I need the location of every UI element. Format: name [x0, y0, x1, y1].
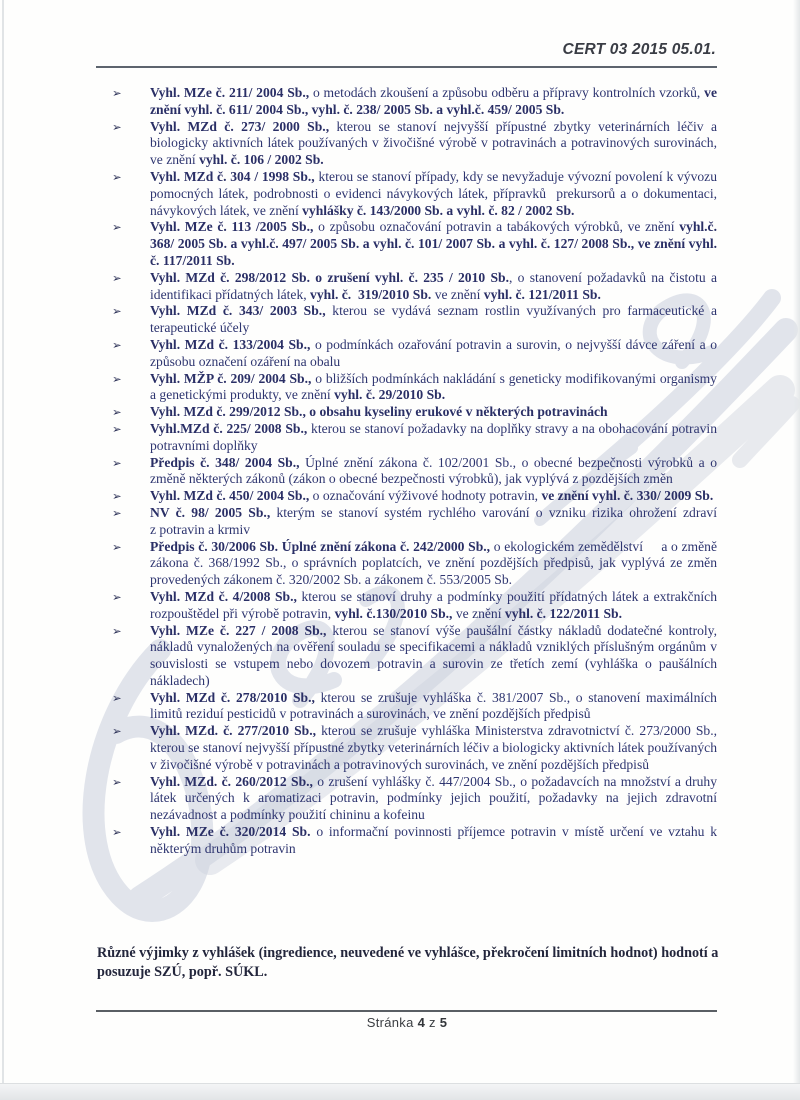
list-item-text: [150, 85, 717, 117]
list-item-text: [150, 404, 608, 419]
text-regular: o bližších podmínkách nakládání s geneticky modifikovanými organismy a genetickými produkty, ve znění: [150, 370, 717, 403]
text-bold: Vyhl. MZd č. 273/ 2000 Sb.,: [150, 118, 337, 134]
text-regular: kterou se stanoví požadavky na doplňky stravy a na obohacování potravin potravními doplňky: [150, 420, 717, 453]
list-item-text: [150, 270, 717, 302]
arrow-bullet-icon: ➢: [112, 407, 122, 420]
list-item-text: [150, 119, 717, 168]
text-bold: Vyhl. MZd č. 450/ 2004 Sb.,: [150, 488, 313, 504]
text-bold: vyhl. č. 122/2011 Sb.: [504, 605, 623, 621]
list-item-text: [150, 539, 717, 588]
text-bold: Vyhl. MZd č. 304 / 1998 Sb.,: [150, 168, 319, 184]
text-bold: Vyhl. MZd č. 298/2012 Sb. o zrušení vyhl. č. 235 / 2010 Sb.: [150, 269, 509, 285]
text-bold: vyhl. č. 106 / 2002 Sb.: [199, 152, 324, 168]
text-regular: , o stanovení požadavků na čistotu a identifikaci přídatných látek,: [150, 269, 717, 302]
list-item: [97, 455, 717, 489]
text-bold: vyhlášky č. 143/2000 Sb. a vyhl. č. 82 / 2002 Sb.: [302, 202, 575, 218]
list-item: [97, 371, 717, 405]
arrow-bullet-icon: ➢: [112, 306, 122, 319]
arrow-bullet-icon: ➢: [112, 373, 122, 386]
arrow-bullet-icon: ➢: [112, 171, 122, 184]
list-item: [97, 774, 717, 824]
arrow-bullet-icon: ➢: [112, 726, 122, 739]
text-bold: Vyhl. MZd č. 278/2010 Sb.,: [150, 689, 321, 705]
text-regular: Stránka: [366, 1015, 418, 1030]
text-bold: vyhl. č. 121/2011 Sb.: [483, 286, 601, 302]
text-regular: kterou se stanoví výše paušální částky nákladů dodatečné kontroly, nákladů vynaložených na ověření souladu se specifikacemi a nákladů vzniklých příslušným orgánům v souvislosti se vstupem nebo dovozem potravin a surovin ze třetích zemí (vyhláška o paušálních nákladech): [150, 622, 717, 688]
arrow-bullet-icon: ➢: [112, 591, 122, 604]
arrow-bullet-icon: ➢: [112, 88, 122, 100]
text-regular: o informační povinnosti příjemce potravin v místě určení ve vztahu k některým druhům potravin: [150, 824, 717, 856]
arrow-bullet-icon: ➢: [112, 692, 122, 705]
text-regular: o označování výživové hodnoty potravin,: [312, 488, 542, 504]
list-item-text: [150, 455, 717, 487]
list-item-text: [150, 824, 717, 856]
text-bold: vyhl. č.130/2010 Sb.,: [334, 605, 456, 621]
arrow-bullet-icon: ➢: [112, 222, 122, 235]
arrow-bullet-icon: ➢: [112, 507, 122, 520]
text-bold: Vyhl. MZd č. 299/2012 Sb., o obsahu kyseliny erukové v některých potravinách: [150, 404, 608, 420]
scan-edge-bottom: [0, 1083, 800, 1100]
text-bold: Předpis č. 30/2006 Sb. Úplné znění zákona č. 242/2000 Sb.,: [150, 538, 494, 554]
text-bold: vyhl. č. 29/2010 Sb.: [334, 387, 446, 403]
arrow-bullet-icon: ➢: [112, 625, 122, 638]
list-item-text: [150, 774, 717, 823]
text-regular: o způsobu označování potravin a tabákových výrobků, ve znění: [318, 219, 680, 235]
text-bold: Vyhl. MZd č. 133/2004 Sb.,: [150, 336, 315, 352]
arrow-bullet-icon: ➢: [112, 339, 122, 352]
list-item-text: [150, 371, 717, 403]
list-item: [97, 169, 717, 219]
text-bold: Vyhl. MZe č. 113 /2005 Sb.,: [150, 219, 319, 235]
list-item-text: [150, 337, 717, 369]
text-bold: Vyhl. MZd č. 4/2008 Sb.,: [150, 588, 302, 604]
text-regular: kterou se stanoví druhy a podmínky použití přídatných látek a extrakčních rozpouštědel při výrobě potravin,: [150, 588, 717, 621]
scan-edge-left: [2, 0, 4, 1100]
page-number: [97, 1015, 717, 1030]
arrow-bullet-icon: ➢: [112, 827, 122, 840]
list-item: [97, 303, 717, 337]
text-regular: kterou se zrušuje vyhláška Ministerstva zdravotnictví č. 273/2000 Sb., kterou se stanoví nejvyšší přípustné zbytky veterinárních léčiv a biologicky aktivních látek používaných v živočišné výrobě v potravinách a potravinových surovinách, ve znění pozdějších předpisů: [150, 723, 718, 772]
text-regular: ve znění: [434, 286, 484, 302]
arrow-bullet-icon: ➢: [112, 121, 122, 134]
list-item: [97, 690, 717, 724]
list-item: [97, 85, 717, 119]
text-regular: o podmínkách ozařování potravin a surovin, o nejvyšší dávce záření a o způsobu označení ozáření na obalu: [150, 336, 717, 369]
text-bold: Vyhl. MZe č. 320/2014 Sb.: [150, 824, 317, 840]
list-item: [97, 337, 717, 371]
list-item-text: [150, 690, 717, 722]
text-regular: Úplné znění zákona č. 102/2001 Sb., o obecné bezpečnosti výrobků a o změně některých zákonů (zákon o obecné bezpečnosti výrobků), jak vyplývá z pozdějších změn: [150, 454, 717, 487]
text-bold: Vyhl. MZe č. 211/ 2004 Sb.,: [150, 85, 313, 100]
text-bold: vyhl. č. 319/2010 Sb.: [310, 286, 435, 302]
text-regular: kterou se zrušuje vyhláška č. 381/2007 Sb., o stanovení maximálních limitů reziduí pesticidů v potravinách a surovinách, ve znění pozdějších předpisů: [150, 689, 717, 722]
list-item: [97, 404, 717, 421]
text-bold: Vyhl. MZd. č. 260/2012 Sb.,: [150, 773, 318, 789]
list-item-text: [150, 219, 717, 268]
list-item: [97, 824, 717, 858]
list-item-text: [150, 303, 717, 335]
list-item: [97, 421, 717, 455]
text-bold: Vyhl. MZd. č. 277/2010 Sb.,: [150, 723, 322, 739]
document-code: CERT 03 2015 05.01.: [562, 41, 716, 58]
list-item: [97, 723, 717, 773]
text-bold: ve znění vyhl. č. 330/ 2009 Sb.: [541, 488, 714, 504]
list-item: [97, 270, 717, 304]
list-item-text: [150, 169, 717, 218]
list-item: [97, 488, 717, 505]
list-item: [97, 505, 717, 539]
text-bold: Předpis č. 348/ 2004 Sb.,: [150, 454, 306, 470]
arrow-bullet-icon: ➢: [112, 423, 122, 436]
text-bold: 5: [439, 1015, 448, 1030]
list-item-text: [150, 589, 717, 621]
list-item-text: [150, 623, 717, 688]
text-regular: o ekologickém zemědělství a o změně zákona č. 368/1992 Sb., o správních poplatcích, ve znění pozdějších předpisů, jak vyplývá ze změn provedených zákonem č. 320/2002 Sb. a zákonem č. 553/2005 Sb.: [150, 538, 717, 588]
arrow-bullet-icon: ➢: [112, 776, 122, 789]
text-regular: kterým se stanoví systém rychlého varování o vzniku rizika ohrožení zdraví z potravin a krmiv: [150, 504, 717, 537]
text-regular: kterou se vydává seznam rostlin využívaných pro farmaceutické a terapeutické účely: [150, 303, 717, 336]
regulation-list: [97, 85, 717, 858]
text-regular: o zrušení vyhlášky č. 447/2004 Sb., o požadavcích na množství a druhy látek určených k aromatizaci potravin, podmínky jejich použití, požadavky na jejich zdravotní nezávadnost a podmínky použití chininu a kofeinu: [150, 773, 718, 823]
text-regular: kterou se stanoví nejvyšší přípustné zbytky veterinárních léčiv a biologicky aktivních látek používaných v živočišné výrobě v potravinách a potravinových surovinách, ve znění: [150, 118, 717, 168]
scan-edge-right: [793, 0, 800, 1100]
closing-note: Různé výjimky z vyhlášek (ingredience, neuvedené ve vyhlášce, překročení limitních hodnot) hodnotí a posuzuje SZÚ, popř. SÚKL.: [97, 945, 719, 980]
list-item: [97, 589, 717, 623]
header-rule: [96, 66, 717, 68]
text-bold: 4: [417, 1015, 426, 1030]
text-bold: Vyhl. MŽP č. 209/ 2004 Sb.,: [150, 370, 316, 386]
list-item-text: [150, 421, 717, 453]
text-bold: Vyhl.MZd č. 225/ 2008 Sb.,: [150, 420, 312, 436]
text-bold: vyhl.č. 368/ 2005 Sb. a vyhl.č. 497/ 2005 Sb. a vyhl. č. 101/ 2007 Sb. a vyhl. č. 127/ 2008 Sb., ve znění vyhl. č. 117/2011 Sb.: [150, 219, 717, 268]
text-bold: ve znění vyhl. č. 611/ 2004 Sb., vyhl. č. 238/ 2005 Sb. a vyhl.č. 459/ 2005 Sb.: [150, 85, 717, 117]
list-item: [97, 539, 717, 589]
list-item-text: [150, 505, 717, 537]
arrow-bullet-icon: ➢: [112, 457, 122, 470]
text-regular: o metodách zkoušení a způsobu odběru a přípravy kontrolních vzorků,: [312, 85, 705, 100]
text-regular: ve znění: [455, 605, 505, 621]
text-regular: z: [425, 1015, 440, 1030]
list-item: [97, 623, 717, 690]
text-regular: kterou se stanoví případy, kdy se nevyžaduje vývozní povolení k vývozu pomocných látek, podrobnosti o evidenci návykových látek, přípravků prekursorů a o dokumentaci, návykových látek, ve znění: [150, 168, 717, 218]
list-item: [97, 119, 717, 169]
arrow-bullet-icon: ➢: [112, 272, 122, 285]
footer-rule: [96, 1010, 717, 1012]
list-item-text: [150, 723, 717, 772]
text-bold: NV č. 98/ 2005 Sb.,: [150, 504, 277, 520]
list-item-text: [150, 488, 713, 503]
text-bold: Vyhl. MZe č. 227 / 2008 Sb.,: [150, 622, 333, 638]
arrow-bullet-icon: ➢: [112, 541, 122, 554]
list-item: [97, 219, 717, 269]
arrow-bullet-icon: ➢: [112, 491, 122, 504]
text-bold: Vyhl. MZd č. 343/ 2003 Sb.,: [150, 303, 333, 319]
